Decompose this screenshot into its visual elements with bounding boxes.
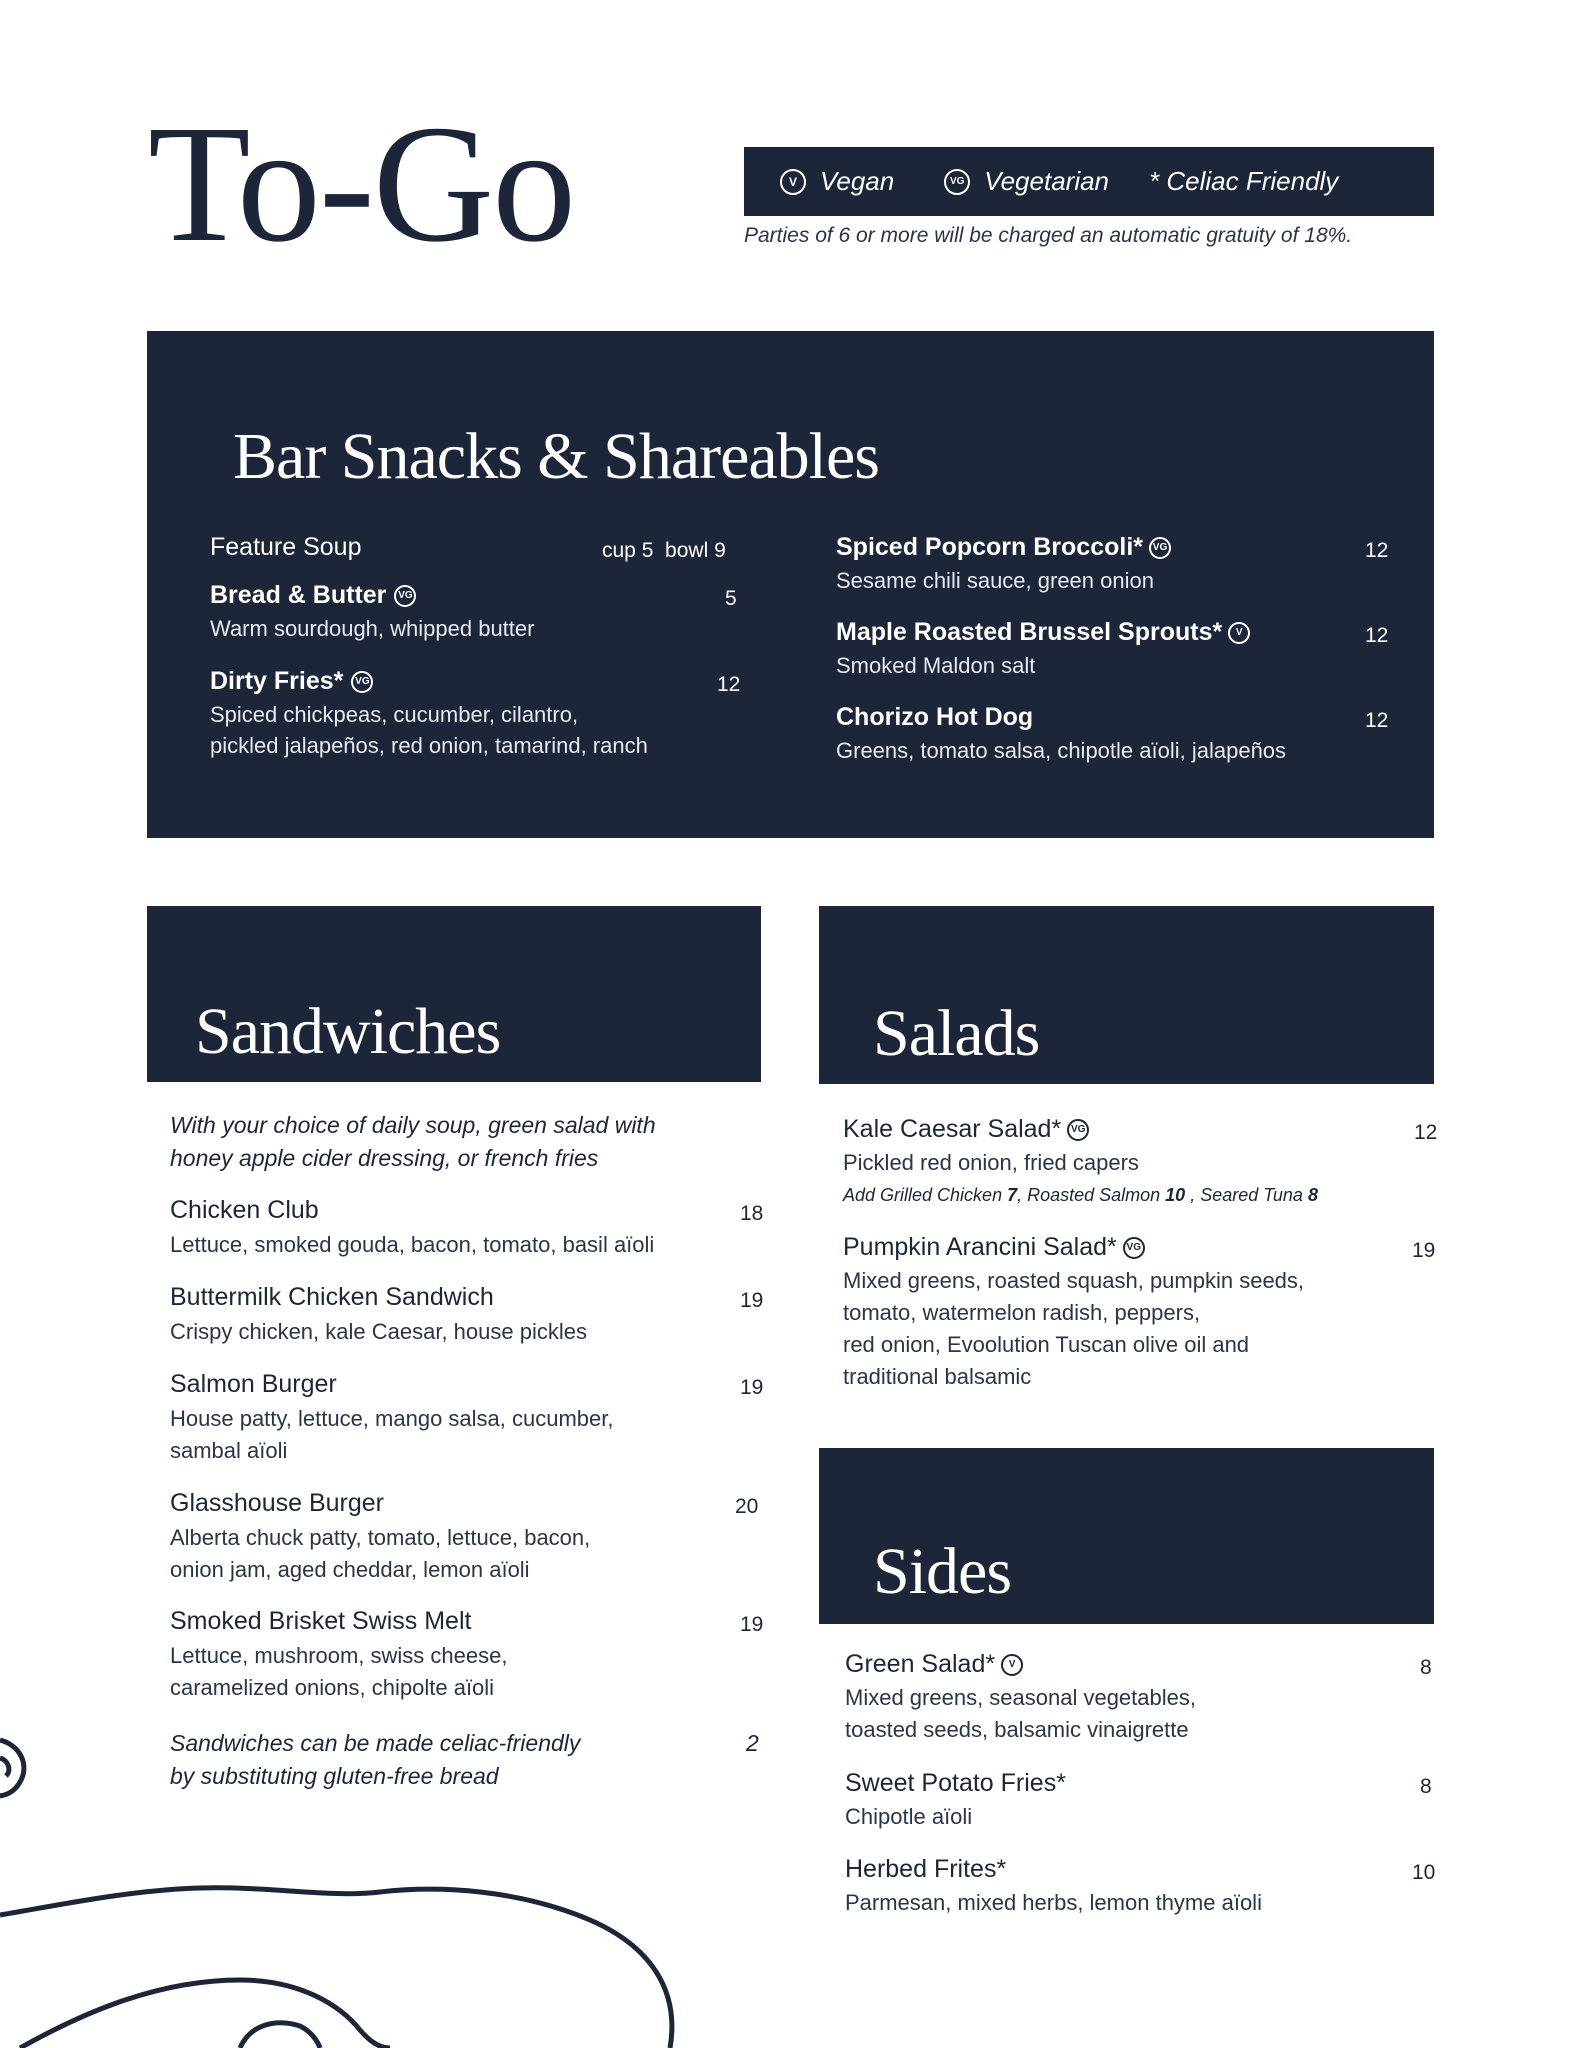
buttermilk-chicken-name: Buttermilk Chicken Sandwich (170, 1283, 494, 1311)
popcorn-broccoli-desc: Sesame chili sauce, green onion (836, 568, 1154, 593)
pumpkin-arancini-price: 19 (1412, 1239, 1436, 1262)
green-salad-name: Green Salad* (845, 1650, 996, 1678)
sandwiches-intro-line2: honey apple cider dressing, or french fries (170, 1145, 599, 1171)
buttermilk-chicken-desc: Crispy chicken, kale Caesar, house pickles (170, 1319, 587, 1344)
herbed-frites-price: 10 (1412, 1861, 1436, 1884)
brisket-melt-desc-line1: Lettuce, mushroom, swiss cheese, (170, 1643, 508, 1668)
kale-caesar-price: 12 (1414, 1121, 1438, 1144)
vegan-icon: V (1001, 1654, 1023, 1676)
chicken-club-price: 18 (740, 1202, 764, 1225)
legend-vegetarian-label: Vegetarian (984, 166, 1110, 196)
salmon-burger-name: Salmon Burger (170, 1370, 337, 1398)
legend-celiac-label: * Celiac Friendly (1149, 166, 1339, 196)
chicken-club-desc: Lettuce, smoked gouda, bacon, tomato, basil aïoli (170, 1232, 655, 1257)
brisket-melt-price: 19 (740, 1613, 764, 1636)
sweet-potato-fries-price: 8 (1420, 1775, 1432, 1798)
legend-vegetarian (944, 166, 1109, 197)
sides-title: Sides (873, 1535, 1012, 1608)
bread-butter-item (210, 581, 416, 610)
vegetarian-icon: VG (1067, 1119, 1089, 1141)
kale-caesar-desc: Pickled red onion, fried capers (843, 1150, 1139, 1175)
addon-chicken-price: 7 (1007, 1185, 1018, 1205)
feature-soup-price: cup 5 bowl 9 (602, 539, 726, 562)
bread-butter-price: 5 (725, 587, 737, 610)
brussel-sprouts-item (836, 618, 1250, 647)
salads-header (819, 906, 1434, 1084)
dietary-legend (744, 147, 1434, 216)
chorizo-hot-dog-price: 12 (1365, 709, 1389, 732)
sandwiches-header (147, 906, 761, 1082)
vegan-icon: V (1228, 622, 1250, 644)
popcorn-broccoli-name: Spiced Popcorn Broccoli* (836, 533, 1144, 561)
pumpkin-arancini-desc-line2: tomato, watermelon radish, peppers, (843, 1300, 1201, 1325)
bread-butter-desc: Warm sourdough, whipped butter (210, 616, 535, 641)
gluten-free-note-line1: Sandwiches can be made celiac-friendly (170, 1730, 581, 1756)
green-salad-item (845, 1650, 1023, 1679)
brussel-sprouts-desc: Smoked Maldon salt (836, 653, 1036, 678)
addon-salmon-label: , Roasted Salmon (1017, 1185, 1166, 1205)
vegan-icon: V (780, 169, 806, 195)
bar-snacks-panel (147, 331, 1434, 838)
dirty-fries-desc-line1: Spiced chickpeas, cucumber, cilantro, (210, 702, 579, 727)
addon-chicken-label: Add Grilled Chicken (843, 1185, 1008, 1205)
glasshouse-burger-desc-line2: onion jam, aged cheddar, lemon aïoli (170, 1557, 530, 1582)
brussel-sprouts-name: Maple Roasted Brussel Sprouts* (836, 618, 1223, 646)
sandwiches-intro-line1: With your choice of daily soup, green salad with (170, 1112, 656, 1138)
vegetarian-icon: VG (944, 169, 970, 195)
dirty-fries-desc-line2: pickled jalapeños, red onion, tamarind, ranch (210, 733, 648, 758)
dirty-fries-price: 12 (717, 673, 741, 696)
chorizo-hot-dog-desc: Greens, tomato salsa, chipotle aïoli, jalapeños (836, 738, 1287, 763)
gratuity-note: Parties of 6 or more will be charged an automatic gratuity of 18%. (744, 224, 1353, 247)
brisket-melt-desc-line2: caramelized onions, chipolte aïoli (170, 1675, 495, 1700)
chorizo-hot-dog-name: Chorizo Hot Dog (836, 703, 1034, 731)
sweet-potato-fries-desc: Chipotle aïoli (845, 1804, 973, 1829)
kale-caesar-item (843, 1115, 1089, 1144)
dirty-fries-item (210, 667, 373, 696)
pumpkin-arancini-desc-line4: traditional balsamic (843, 1364, 1032, 1389)
popcorn-broccoli-price: 12 (1365, 539, 1389, 562)
addon-tuna-label: , Seared Tuna (1185, 1185, 1308, 1205)
brussel-sprouts-price: 12 (1365, 624, 1389, 647)
pumpkin-arancini-desc-line1: Mixed greens, roasted squash, pumpkin seeds, (843, 1268, 1305, 1293)
herbed-frites-name: Herbed Frites* (845, 1855, 1007, 1883)
vegetarian-icon: VG (1149, 537, 1171, 559)
gluten-free-note-line2: by substituting gluten-free bread (170, 1763, 499, 1789)
pumpkin-arancini-name: Pumpkin Arancini Salad* (843, 1233, 1117, 1261)
bar-snacks-title: Bar Snacks & Shareables (233, 420, 879, 493)
buttermilk-chicken-price: 19 (740, 1289, 764, 1312)
decorative-line-art (0, 1720, 720, 2048)
sandwiches-title: Sandwiches (195, 995, 501, 1068)
legend-vegan (780, 166, 894, 197)
glasshouse-burger-desc-line1: Alberta chuck patty, tomato, lettuce, bacon, (170, 1525, 591, 1550)
kale-caesar-name: Kale Caesar Salad* (843, 1115, 1062, 1143)
green-salad-price: 8 (1420, 1656, 1432, 1679)
herbed-frites-desc: Parmesan, mixed herbs, lemon thyme aïoli (845, 1890, 1262, 1915)
salads-title: Salads (873, 997, 1040, 1070)
salmon-burger-desc-line1: House patty, lettuce, mango salsa, cucumber, (170, 1406, 614, 1431)
dirty-fries-name: Dirty Fries* (210, 667, 344, 695)
vegetarian-icon: VG (351, 671, 373, 693)
glasshouse-burger-price: 20 (735, 1495, 759, 1518)
addon-salmon-price: 10 (1165, 1185, 1186, 1205)
gluten-free-price: 2 (746, 1730, 759, 1756)
sweet-potato-fries-name: Sweet Potato Fries* (845, 1769, 1066, 1797)
addon-tuna-price: 8 (1307, 1185, 1318, 1205)
pumpkin-arancini-item (843, 1233, 1145, 1262)
salmon-burger-desc-line2: sambal aïoli (170, 1438, 288, 1463)
green-salad-desc-line1: Mixed greens, seasonal vegetables, (845, 1685, 1196, 1710)
chicken-club-name: Chicken Club (170, 1196, 319, 1224)
page-title: To-Go (148, 91, 575, 277)
glasshouse-burger-name: Glasshouse Burger (170, 1489, 385, 1517)
pumpkin-arancini-desc-line3: red onion, Evoolution Tuscan olive oil and (843, 1332, 1250, 1357)
legend-vegan-label: Vegan (820, 166, 895, 196)
salad-addons (843, 1185, 1318, 1206)
sides-header (819, 1448, 1434, 1624)
feature-soup-name: Feature Soup (210, 533, 362, 561)
popcorn-broccoli-item (836, 533, 1171, 562)
brisket-melt-name: Smoked Brisket Swiss Melt (170, 1607, 472, 1635)
green-salad-desc-line2: toasted seeds, balsamic vinaigrette (845, 1717, 1189, 1742)
bread-butter-name: Bread & Butter (210, 581, 387, 609)
salmon-burger-price: 19 (740, 1376, 764, 1399)
vegetarian-icon: VG (394, 585, 416, 607)
vegetarian-icon: VG (1123, 1237, 1145, 1259)
